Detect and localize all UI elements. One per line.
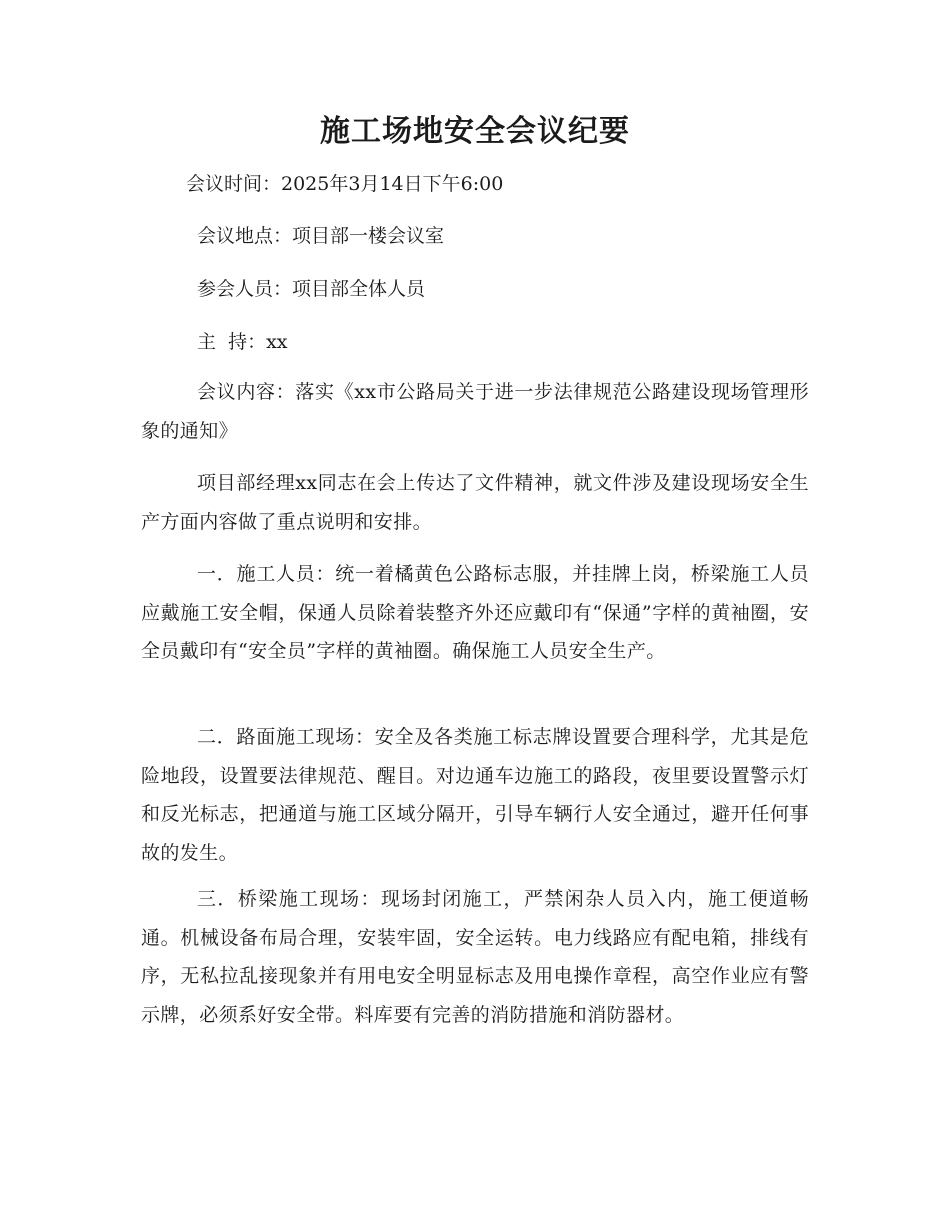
meeting-location: 会议地点：项目部一楼会议室 xyxy=(197,225,445,247)
meeting-time: 会议时间：2025年3月14日下午6:00 xyxy=(186,173,504,195)
meeting-host: 主 持：xx xyxy=(197,331,288,353)
construction-personnel-paragraph: 一．施工人员：统一着橘黄色公路标志服，并挂牌上岗，桥梁施工人员应戴施工安全帽，保通人员除着装整齐外还应戴印有“保通”字样的黄袖圈，安全员戴印有“安全员”字样的黄袖圈。确保施工人员安全生产。 xyxy=(141,563,809,662)
manager-briefing-paragraph: 项目部经理xx同志在会上传达了文件精神，就文件涉及建设现场安全生产方面内容做了重点说明和安排。 xyxy=(141,472,809,533)
bridge-site-paragraph: 三．桥梁施工现场：现场封闭施工，严禁闲杂人员入内，施工便道畅通。机械设备布局合理，安装牢固，安全运转。电力线路应有配电箱，排线有序，无私拉乱接现象并有用电安全明显标志及用电操作章程，高空作业应有警示牌，必须系好安全带。料库要有完善的消防措施和消防器材。 xyxy=(141,888,809,1026)
road-site-paragraph: 二．路面施工现场：安全及各类施工标志牌设置要合理科学，尤其是危险地段，设置要法律规范、醒目。对边通车边施工的路段，夜里要设置警示灯和反光标志，把通道与施工区域分隔开，引导车辆行人安全通过，避开任何事故的发生。 xyxy=(141,726,809,864)
meeting-content-paragraph: 会议内容：落实《xx市公路局关于进一步法律规范公路建设现场管理形象的通知》 xyxy=(141,381,809,442)
meeting-attendees: 参会人员：项目部全体人员 xyxy=(197,278,426,300)
document-title: 施工场地安全会议纪要 xyxy=(320,114,630,149)
